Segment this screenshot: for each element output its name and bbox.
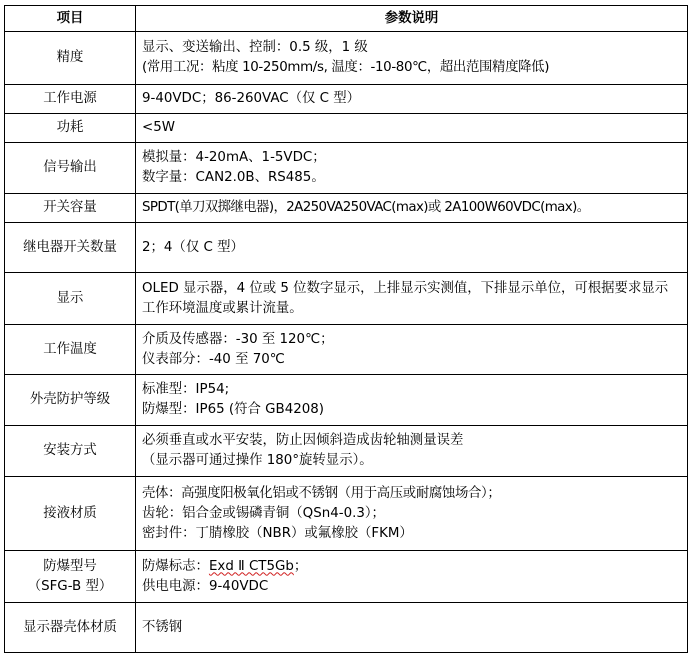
table-row [5,426,688,477]
table-row [5,273,688,325]
table-row [5,603,688,653]
desc-line: <5W [142,120,175,135]
item-line: （SFG-B 型） [27,578,113,594]
desc-line: SPDT(单刀双掷继电器)，2A250VA250VAC(max)或 2A100W60VDC(max)。 [142,200,590,215]
table-header-row [5,6,688,32]
desc-line: 仪表部分：-40 至 70℃ [142,351,285,367]
row-desc [136,325,688,375]
row-item-label: 功耗 [5,114,136,143]
explosion-mark-text: Exd Ⅱ CT5Gb [208,558,294,574]
desc-line: 2；4（仅 C 型） [142,239,244,255]
item-line: 防爆型号 [43,558,97,574]
spec-table-wrapper [4,5,688,653]
table-row [5,85,688,114]
row-desc [136,551,688,603]
row-desc [136,223,688,273]
desc-line [142,557,681,577]
row-desc [136,85,688,114]
table-row [5,325,688,375]
desc-line: 9-40VDC；86-260VAC（仅 C 型） [142,91,361,106]
row-item-label: 外壳防护等级 [5,375,136,426]
table-row [5,143,688,194]
spec-table [4,5,688,653]
header-item: 项目 [5,6,136,32]
desc-line: 供电电源：9-40VDC [142,578,269,594]
desc-line: 壳体：高强度阳极氧化铝或不锈钢（用于高压或耐腐蚀场合）； [142,485,501,501]
row-desc [136,273,688,325]
table-row [5,551,688,603]
desc-line: 必须垂直或水平安装，防止因倾斜造成齿轮轴测量误差 [142,433,464,448]
row-item-label: 安装方式 [5,426,136,477]
desc-line: 显示、变送输出、控制：0.5 级，1 级 [142,40,368,55]
row-item-label: 工作温度 [5,325,136,375]
desc-line: 数字量：CAN2.0B、RS485。 [142,170,325,185]
desc-line: (常用工况：粘度 10-250mm/s, 温度：-10-80℃，超出范围精度降低) [142,60,550,75]
table-row [5,32,688,85]
desc-line: 密封件：丁腈橡胶（NBR）或氟橡胶（FKM） [142,525,413,541]
desc-line: 防爆型：IP65 (符合 GB4208) [142,402,325,417]
row-item-label: 接液材质 [5,477,136,551]
row-desc [136,114,688,143]
desc-line: 不锈钢 [142,619,183,635]
row-item-label: 信号输出 [5,143,136,194]
row-desc [136,603,688,653]
row-item-label: 工作电源 [5,85,136,114]
header-desc: 参数说明 [136,6,688,32]
desc-line: OLED 显示器，4 位或 5 位数字显示，上排显示实测值，下排显示单位，可根据要求显示工作环境温度或累计流量。 [142,280,669,316]
row-item-label [5,551,136,603]
row-item-label: 开关容量 [5,194,136,223]
row-desc [136,143,688,194]
row-item-label: 显示器壳体材质 [5,603,136,653]
table-row [5,375,688,426]
desc-line: 介质及传感器：-30 至 120℃； [142,331,334,347]
row-desc [136,477,688,551]
row-desc [136,426,688,477]
row-desc [136,375,688,426]
desc-line: 模拟量：4-20mA、1-5VDC； [142,150,326,165]
row-desc [136,32,688,85]
row-desc [136,194,688,223]
table-row [5,194,688,223]
row-item-label: 精度 [5,32,136,85]
desc-line: 标准型：IP54; [142,382,230,397]
desc-line: 齿轮：铝合金或锡磷青铜（QSn4-0.3）； [142,505,385,521]
desc-text: ； [293,558,308,574]
table-row [5,223,688,273]
table-row [5,114,688,143]
row-item-label: 继电器开关数量 [5,223,136,273]
desc-line: （显示器可通过操作 180°旋转显示）。 [142,453,373,468]
row-item-label: 显示 [5,273,136,325]
desc-text: 防爆标志： [142,558,209,574]
table-row [5,477,688,551]
